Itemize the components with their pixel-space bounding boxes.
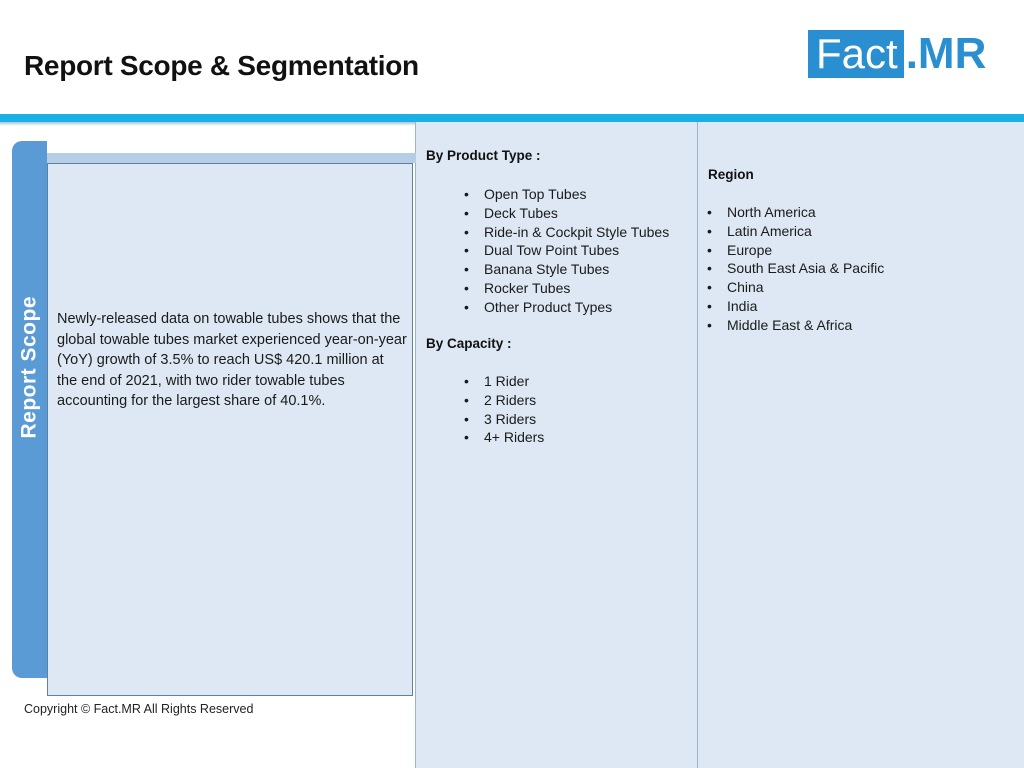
list-item: • India	[707, 297, 884, 316]
header-shadow	[0, 122, 416, 126]
copyright-text: Copyright © Fact.MR All Rights Reserved	[24, 702, 254, 716]
list-item: • China	[707, 278, 884, 297]
product-type-heading: By Product Type :	[426, 148, 541, 163]
list-item: • Europe	[707, 241, 884, 260]
list-item: • 1 Rider	[464, 372, 544, 391]
capacity-heading: By Capacity :	[426, 336, 512, 351]
product-type-list	[464, 185, 669, 317]
list-item: • 2 Riders	[464, 391, 544, 410]
region-heading: Region	[708, 167, 754, 182]
list-item: • 3 Riders	[464, 410, 544, 429]
logo-fact-text: Fact	[808, 30, 904, 78]
list-item: • South East Asia & Pacific	[707, 259, 884, 278]
list-item: • Dual Tow Point Tubes	[464, 241, 669, 260]
header-accent-bar	[0, 114, 1024, 122]
capacity-list	[464, 372, 544, 447]
list-item: • Middle East & Africa	[707, 316, 884, 335]
list-item: • Open Top Tubes	[464, 185, 669, 204]
report-scope-box	[47, 163, 413, 696]
list-item: • Ride-in & Cockpit Style Tubes	[464, 223, 669, 242]
factmr-logo	[808, 30, 986, 78]
list-item: • Rocker Tubes	[464, 279, 669, 298]
list-item: • Deck Tubes	[464, 204, 669, 223]
list-item: • Banana Style Tubes	[464, 260, 669, 279]
region-list	[707, 203, 884, 335]
report-scope-text: Newly-released data on towable tubes shows that the global towable tubes market experienced year-on-year (YoY) growth of 3.5% to reach US$ 420.1 million at the end of 2021, with two rider towable tubes accounting for the largest share of 40.1%.	[57, 311, 407, 409]
report-scope-top-strip	[47, 153, 416, 163]
list-item: • 4+ Riders	[464, 428, 544, 447]
page-title: Report Scope & Segmentation	[24, 50, 419, 81]
list-item: • Other Product Types	[464, 298, 669, 317]
logo-mr-text: .MR	[905, 29, 987, 78]
report-scope-label	[18, 404, 42, 439]
list-item: • Latin America	[707, 222, 884, 241]
list-item: • North America	[707, 203, 884, 222]
